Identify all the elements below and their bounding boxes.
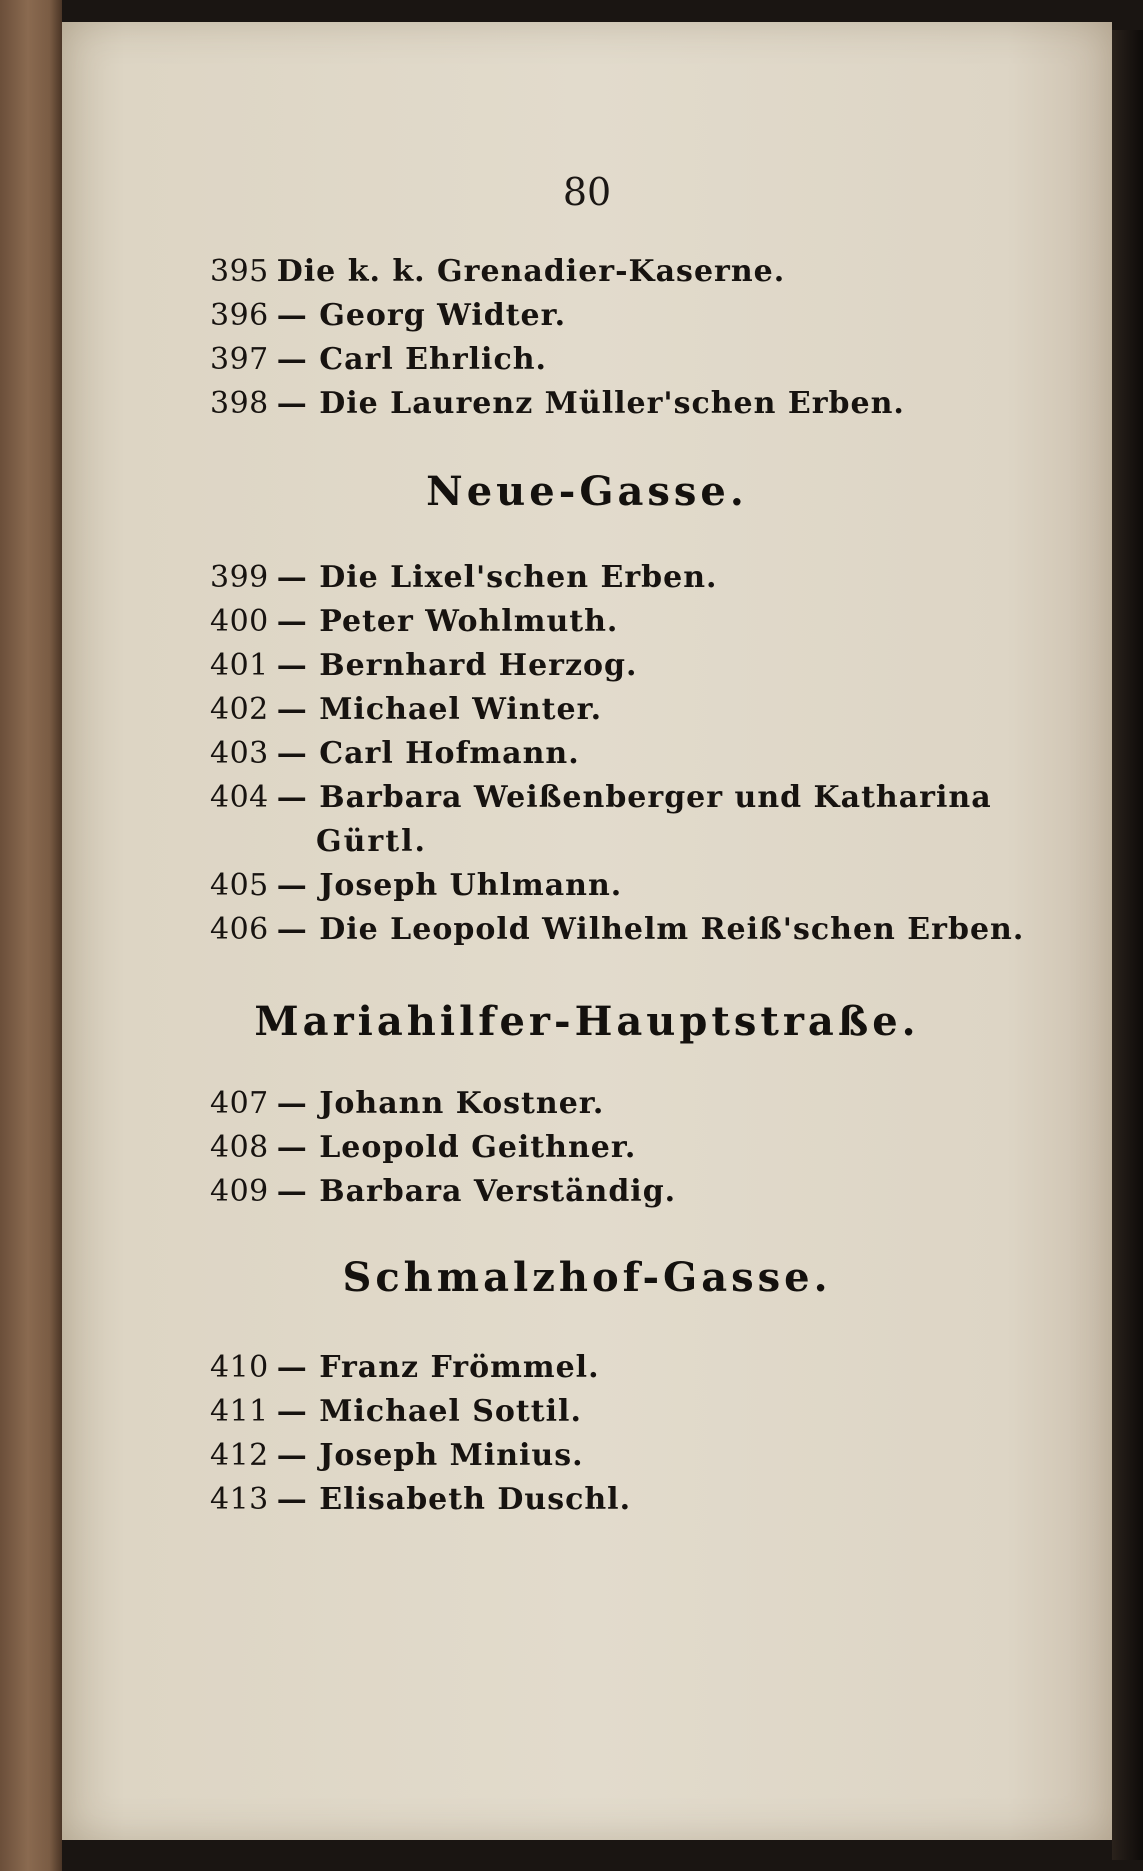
- entry-number: 411: [210, 1394, 269, 1429]
- entry-number: 403: [210, 736, 269, 771]
- entry-number: 406: [210, 912, 269, 947]
- entry-402: [210, 692, 602, 727]
- entry-number: 398: [210, 386, 269, 421]
- entry-number: 404: [210, 780, 269, 815]
- entry-396: [210, 298, 566, 333]
- entry-text: — Die Lixel'schen Erben.: [276, 560, 718, 595]
- entry-number: 397: [210, 342, 269, 377]
- entry-text: — Michael Sottil.: [276, 1394, 582, 1429]
- entry-404-continuation: Gürtl.: [316, 824, 427, 859]
- entry-number: 408: [210, 1130, 269, 1165]
- entry-401: [210, 648, 637, 683]
- entry-number: 402: [210, 692, 269, 727]
- book-page: [62, 22, 1112, 1840]
- entry-number: 409: [210, 1174, 269, 1209]
- entry-407: [210, 1086, 604, 1121]
- entry-text: — Joseph Minius.: [276, 1438, 584, 1473]
- entry-number: 410: [210, 1350, 269, 1385]
- entry-text: — Die Laurenz Müller'schen Erben.: [276, 386, 905, 421]
- entry-text: — Barbara Weißenberger und Katharina: [276, 780, 992, 815]
- entry-number: 407: [210, 1086, 269, 1121]
- entry-411: [210, 1394, 582, 1429]
- entry-number: 400: [210, 604, 269, 639]
- entry-text: — Michael Winter.: [276, 692, 603, 727]
- entry-number: 413: [210, 1482, 269, 1517]
- entry-397: [210, 342, 547, 377]
- entry-399: [210, 560, 718, 595]
- entry-text: — Elisabeth Duschl.: [276, 1482, 632, 1517]
- entry-text: — Carl Hofmann.: [276, 736, 580, 771]
- entry-408: [210, 1130, 636, 1165]
- entry-413: [210, 1482, 631, 1517]
- entry-405: [210, 868, 622, 903]
- entry-text: — Die Leopold Wilhelm Reiß'schen Erben.: [276, 912, 1025, 947]
- page-edge-shadow: [1112, 30, 1143, 1860]
- entry-number: 405: [210, 868, 269, 903]
- entry-410: [210, 1350, 600, 1385]
- entry-text: — Carl Ehrlich.: [276, 342, 547, 377]
- entry-text: — Barbara Verständig.: [276, 1174, 677, 1209]
- entry-406: [210, 912, 1024, 947]
- entry-text: — Leopold Geithner.: [276, 1130, 637, 1165]
- entry-409: [210, 1174, 676, 1209]
- entry-403: [210, 736, 580, 771]
- entry-number: 401: [210, 648, 269, 683]
- page-number: 80: [562, 170, 612, 214]
- street-heading-neue-gasse: Neue-Gasse.: [426, 468, 748, 515]
- entry-text: — Johann Kostner.: [276, 1086, 605, 1121]
- entry-398: [210, 386, 905, 421]
- entry-number: 399: [210, 560, 269, 595]
- entry-number: 396: [210, 298, 269, 333]
- entry-text: — Joseph Uhlmann.: [276, 868, 623, 903]
- entry-text: — Bernhard Herzog.: [276, 648, 638, 683]
- entry-text: — Peter Wohlmuth.: [276, 604, 619, 639]
- entry-text: Die k. k. Grenadier-Kaserne.: [276, 254, 786, 289]
- entry-number: 412: [210, 1438, 269, 1473]
- book-spine: [0, 0, 62, 1871]
- entry-395: [210, 254, 785, 289]
- entry-number: 395: [210, 254, 269, 289]
- entry-412: [210, 1438, 584, 1473]
- street-heading-schmalzhof-gasse: Schmalzhof-Gasse.: [342, 1254, 832, 1301]
- entry-text: — Georg Widter.: [276, 298, 567, 333]
- entry-400: [210, 604, 618, 639]
- entry-text: — Franz Frömmel.: [276, 1350, 600, 1385]
- entry-404: [210, 780, 992, 815]
- street-heading-mariahilfer-hauptstrasse: Mariahilfer-Hauptstraße.: [254, 998, 920, 1045]
